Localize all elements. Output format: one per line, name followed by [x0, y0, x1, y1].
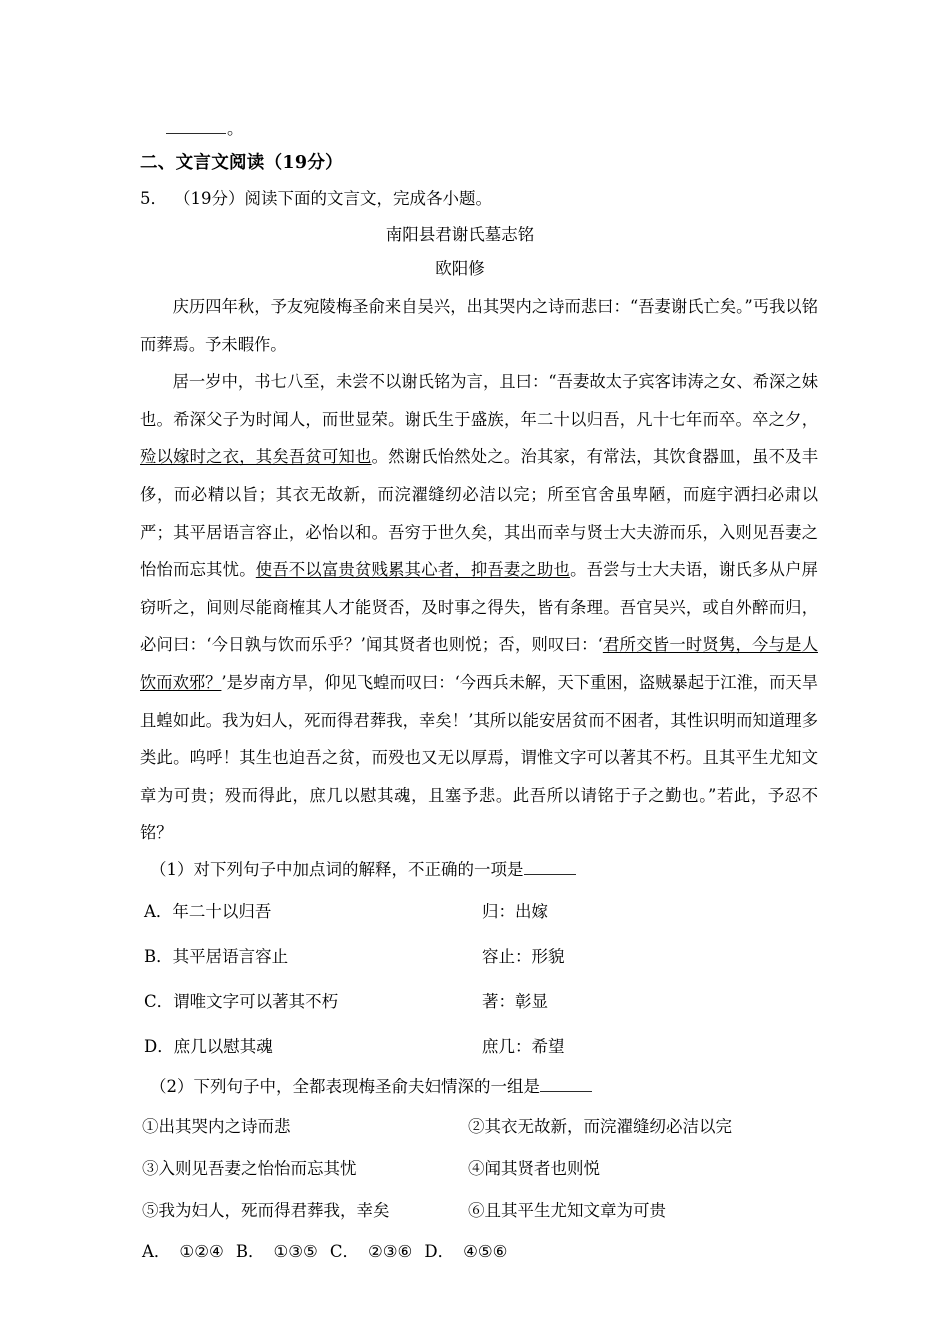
subquestion-2-label: （2） — [150, 1076, 194, 1096]
underlined-phrase: 使吾不以富贵贫贱累其心者，抑吾妻之助也 — [255, 560, 571, 580]
statement-5 — [142, 1190, 390, 1232]
subquestion-2-answer-blank[interactable] — [540, 1077, 592, 1092]
statement-2-marker: ② — [468, 1116, 485, 1136]
statement-3-text: 入则见吾妻之怡怡而忘其忧 — [158, 1158, 357, 1178]
page-content — [140, 112, 818, 1272]
statement-1-text: 出其哭内之诗而悲 — [158, 1116, 291, 1136]
question-number: 5． — [140, 189, 167, 208]
article-title: 南阳县君谢氏墓志铭 — [385, 225, 535, 244]
statement-1 — [142, 1106, 291, 1148]
statement-4 — [468, 1148, 600, 1190]
question-prompt-line — [140, 182, 818, 218]
lead-blank-period: 。 — [227, 119, 244, 138]
article-paragraph-2: 居一岁中，书七八至，未尝不以谢氏铭为言，且曰：“吾妻故太子宾客讳涛之女、希深之妹也。希深父子为时闻人，而世显荣。谢氏生于盛族，年二十以归吾，凡十七年而卒。卒之夕，殓以嫁时之衣，其矣吾贫可知也。然谢氏怡然处之。治其家，有常法，其饮食器皿，虽不及丰侈，而必精以旨；其衣无故新，而浣濯缝纫必洁以完；所至官舍虽卑陋，而庭宇洒扫必肃以严；其平居语言容止，必怡以和。吾穷于世久矣，其出而幸与贤士大夫游而乐，入则见吾妻之怡怡而忘其忧。使吾不以富贵贫贱累其心者，抑吾妻之助也。吾尝与士大夫语，谢氏多从户屏窃听之，间则尽能商榷其人才能贤否，及时事之得失，皆有条理。吾官吴兴，或自外醉而归，必问曰：‘今日孰与饮而乐乎？’闻其贤者也则悦；否，则叹曰：‘君所交皆一时贤隽，今与是人饮而欢邪？’是岁南方旱，仰见飞蝗而叹曰：‘今西兵未解，天下重困，盗贼暴起于江淮，而天旱且蝗如此。我为妇人，死而得君葬我，幸矣！’其所以能安居贫而不困者，其性识明而知道理多类此。呜呼！其生也迫吾之贫，而殁也又无以厚焉，谓惟文字可以著其不朽。且其平生尤知文章为可贵；殁而得此，庶几以慰其魂，且塞予悲。此吾所以请铭于子之勤也。”若此，予忍不铭？ — [140, 372, 818, 843]
answer-choice-b-combo: ①③⑤ — [273, 1241, 318, 1261]
answer-choice-c-label: C． — [329, 1241, 359, 1261]
option-a-sentence-group — [144, 889, 271, 934]
answer-choice-a-combo: ①②④ — [179, 1241, 224, 1261]
subquestion-2-prompt — [140, 1069, 818, 1106]
option-row-a[interactable] — [140, 889, 818, 934]
subquestion-1-prompt — [140, 852, 818, 889]
statement-2 — [468, 1106, 732, 1148]
statement-4-marker: ④ — [468, 1158, 485, 1178]
statement-1-marker: ① — [142, 1116, 159, 1136]
option-b-sentence-group — [144, 934, 288, 979]
option-row-d[interactable] — [140, 1024, 818, 1069]
subquestion-1-text: 对下列句子中加点词的解释，不正确的一项是 — [193, 859, 524, 879]
statement-6 — [468, 1190, 666, 1232]
option-b-gloss: 容止：形貌 — [482, 946, 565, 966]
underlined-phrase: 君所交皆一时贤隽，今与是人饮而欢邪？ — [140, 635, 818, 692]
answer-blank-underscore[interactable] — [166, 119, 226, 134]
option-row-c[interactable] — [140, 979, 818, 1024]
article-paragraph-1: 庆历四年秋，予友宛陵梅圣俞来自吴兴，出其哭内之诗而悲曰：“吾妻谢氏亡矣。”丐我以铭而葬焉。予未暇作。 — [140, 297, 818, 354]
option-d-gloss: 庶几：希望 — [482, 1036, 565, 1056]
option-b-sentence: 其平居语言容止 — [172, 946, 289, 966]
statement-5-marker: ⑤ — [142, 1200, 159, 1220]
option-c-sentence-group — [144, 979, 338, 1024]
answer-choices-row — [140, 1232, 818, 1272]
option-d-label: D． — [144, 1036, 174, 1056]
option-c-gloss: 著：彰显 — [482, 991, 548, 1011]
option-a-label: A． — [144, 901, 173, 921]
statement-row-3 — [140, 1190, 818, 1232]
lead-blank-line — [140, 112, 818, 146]
answer-choice-d-combo: ④⑤⑥ — [463, 1241, 508, 1261]
statement-6-marker: ⑥ — [468, 1200, 485, 1220]
option-c-label: C． — [144, 991, 174, 1011]
option-a-gloss: 归：出嫁 — [482, 901, 548, 921]
option-b-label: B． — [144, 946, 173, 966]
question-prompt-text: （19分）阅读下面的文言文，完成各小题。 — [174, 189, 492, 208]
option-row-b[interactable] — [140, 934, 818, 979]
statement-row-1 — [140, 1106, 818, 1148]
option-a-sentence: 年二十以归吾 — [172, 901, 272, 921]
subquestion-2-text: 下列句子中，全都表现梅圣俞夫妇情深的一组是 — [193, 1076, 540, 1096]
subquestion-1-label: （1） — [150, 859, 194, 879]
answer-choice-c[interactable] — [330, 1242, 413, 1261]
statement-5-text: 我为妇人，死而得君葬我，幸矣 — [158, 1200, 390, 1220]
answer-choice-d[interactable] — [424, 1242, 507, 1261]
statement-3 — [142, 1148, 357, 1190]
statement-6-text: 且其平生尤知文章为可贵 — [484, 1200, 666, 1220]
underlined-phrase: 殓以嫁时之衣，其矣吾贫可知也 — [140, 447, 372, 467]
article-author: 欧阳修 — [435, 259, 485, 278]
answer-choice-a[interactable] — [142, 1242, 224, 1261]
answer-choice-a-label: A． — [142, 1241, 171, 1261]
option-c-sentence: 谓唯文字可以著其不朽 — [173, 991, 339, 1011]
answer-choice-b-label: B． — [235, 1241, 265, 1261]
section-heading: 二、文言文阅读（19分） — [140, 153, 343, 173]
statement-2-text: 其衣无故新，而浣濯缝纫必洁以完 — [484, 1116, 732, 1136]
statement-row-2 — [140, 1148, 818, 1190]
answer-choice-c-combo: ②③⑥ — [367, 1241, 413, 1261]
statement-3-marker: ③ — [142, 1158, 159, 1178]
statement-4-text: 闻其贤者也则悦 — [484, 1158, 600, 1178]
answer-choice-d-label: D． — [424, 1241, 455, 1261]
answer-choice-b[interactable] — [236, 1242, 318, 1261]
option-d-sentence-group — [144, 1024, 273, 1069]
subquestion-1-answer-blank[interactable] — [524, 860, 576, 875]
option-d-sentence: 庶几以慰其魂 — [173, 1036, 273, 1056]
